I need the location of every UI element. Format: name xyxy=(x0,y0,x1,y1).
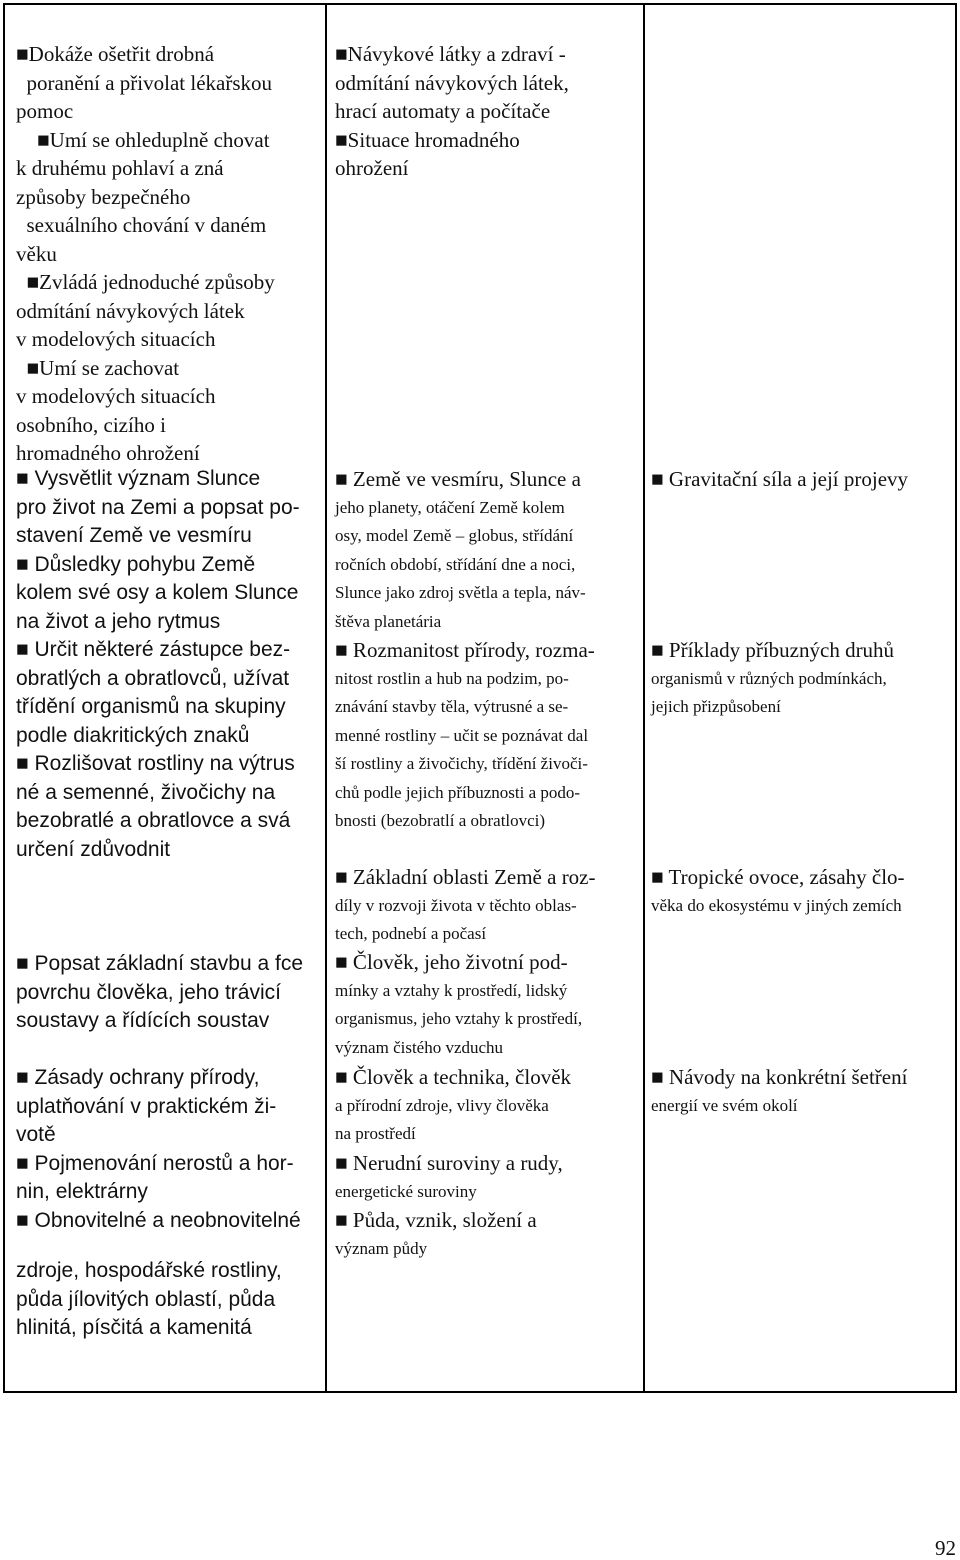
text-line: ■ Obnovitelné a neobnovitelné xyxy=(16,1208,301,1232)
text-line: mínky a vztahy k prostředí, lidský xyxy=(335,980,568,1000)
col2-block-3 xyxy=(335,863,596,949)
text-line: jeho planety, otáčení Země kolem xyxy=(335,497,565,517)
text-line: ■Situace hromadného xyxy=(335,127,520,152)
text-line: nitost rostlin a hub na podzim, po- xyxy=(335,668,569,688)
block-heading: ■ Tropické ovoce, zásahy člo- xyxy=(651,865,905,889)
text-line: na prostředí xyxy=(335,1124,416,1143)
block-heading: ■ Příklady příbuzných druhů xyxy=(651,638,895,662)
text-line: určení zdůvodnit xyxy=(16,837,171,861)
text-line: ■Návykové látky a zdraví - xyxy=(335,42,566,66)
block-heading: ■ Člověk a technika, člověk xyxy=(335,1065,572,1089)
text-line: jejich přizpůsobení xyxy=(651,697,781,716)
col1-block-1 xyxy=(16,465,300,864)
col2-block-5 xyxy=(335,1063,571,1149)
text-line: povrchu člověka, jeho trávicí xyxy=(16,980,281,1004)
text-line: organismů v různých podmínkách, xyxy=(651,668,887,688)
text-line: odmítání návykových látek, xyxy=(335,70,569,95)
col1-block-2 xyxy=(16,950,303,1036)
text-line: ■ Důsledky pohybu Země xyxy=(16,552,256,576)
text-line: ■ Určit některé zástupce bez- xyxy=(16,638,291,661)
text-line: způsoby bezpečného xyxy=(16,184,191,209)
curriculum-table xyxy=(3,3,957,1393)
text-line: pro život na Zemi a popsat po- xyxy=(16,495,300,519)
text-line: podle diakritických znaků xyxy=(16,723,250,747)
text-line: věku xyxy=(16,241,57,266)
text-line: votě xyxy=(16,1123,56,1146)
text-line: né a semenné, živočichy na xyxy=(16,780,276,804)
text-line: hrací automaty a počítače xyxy=(335,99,551,123)
column-crosscurricular xyxy=(643,5,959,1391)
text-line: v modelových situacích xyxy=(16,384,216,408)
col3-block-1 xyxy=(651,636,894,722)
text-line: Slunce jako zdroj světla a tepla, náv- xyxy=(335,583,586,602)
block-heading: ■ Základní oblasti Země a roz- xyxy=(335,865,596,889)
text-line: význam čistého vzduchu xyxy=(335,1037,504,1057)
text-line: díly v rozvoji života v těchto oblas- xyxy=(335,895,577,915)
text-line: bnosti (bezobratlí a obratlovci) xyxy=(335,811,546,830)
text-line: ročních období, střídání dne a noci, xyxy=(335,554,576,574)
text-line: třídění organismů na skupiny xyxy=(16,695,286,718)
text-line: chů podle jejich příbuznosti a podo- xyxy=(335,782,581,802)
text-line: soustavy a řídících soustav xyxy=(16,1009,270,1032)
col2-block-4 xyxy=(335,948,582,1062)
col1-block-4 xyxy=(16,1257,282,1343)
text-line: ■ Vysvětlit význam Slunce xyxy=(16,467,261,490)
page-number: 92 xyxy=(935,1536,956,1560)
text-line: štěva planetária xyxy=(335,611,442,631)
text-line: hlinitá, písčitá a kamenitá xyxy=(16,1316,252,1339)
text-line: bezobratlé a obratlovce a svá xyxy=(16,809,291,832)
text-line: uplatňování v praktickém ži- xyxy=(16,1094,277,1118)
text-line: ■ Popsat základní stavbu a fce xyxy=(16,952,304,975)
text-line: kolem své osy a kolem Slunce xyxy=(16,581,299,604)
text-line: ší rostliny a živočichy, třídění živoči- xyxy=(335,754,588,773)
text-line: osy, model Země – globus, střídání xyxy=(335,526,574,545)
text-line: sexuálního chování v daném xyxy=(16,213,267,237)
col3-block-0 xyxy=(651,465,908,494)
text-line: ■ Pojmenování nerostů a hor- xyxy=(16,1151,294,1175)
text-line: obratlých a obratlovců, užívat xyxy=(16,666,290,690)
column-outcomes xyxy=(5,5,325,1391)
text-line: organismus, jeho vztahy k prostředí, xyxy=(335,1009,583,1028)
text-line: ■Umí se ohleduplně chovat xyxy=(16,127,270,152)
col1-block-3 xyxy=(16,1064,301,1235)
text-line: stavení Země ve vesmíru xyxy=(16,524,252,547)
text-line: věka do ekosystému v jiných zemích xyxy=(651,895,902,915)
text-line: energií ve svém okolí xyxy=(651,1095,798,1115)
text-line: ■ Zásady ochrany přírody, xyxy=(16,1066,260,1089)
text-line: tech, podnebí a počasí xyxy=(335,924,487,943)
text-line: ■Dokáže ošetřit drobná xyxy=(16,42,215,66)
text-line: ■Zvládá jednoduché způsoby xyxy=(16,270,275,294)
text-line: na život a jeho rytmus xyxy=(16,609,221,633)
column-topics xyxy=(325,5,645,1391)
block-heading: ■ Člověk, jeho životní pod- xyxy=(335,950,568,974)
block-heading: ■ Země ve vesmíru, Slunce a xyxy=(335,467,581,491)
col3-block-3 xyxy=(651,1063,907,1120)
col3-block-2 xyxy=(651,863,905,920)
block-heading: ■ Rozmanitost přírody, rozma- xyxy=(335,638,595,662)
block-heading: ■ Nerudní suroviny a rudy, xyxy=(335,1151,563,1175)
col2-block-1 xyxy=(335,465,586,636)
text-line: odmítání návykových látek xyxy=(16,298,245,323)
block-heading: ■ Gravitační síla a její projevy xyxy=(651,467,909,491)
text-line: význam půdy xyxy=(335,1238,428,1258)
text-line: k druhému pohlaví a zná xyxy=(16,156,224,180)
text-line: znávání stavby těla, výtrusné a se- xyxy=(335,697,569,716)
col1-block-0 xyxy=(16,40,275,468)
col2-block-2 xyxy=(335,636,595,836)
col2-block-0 xyxy=(335,40,569,183)
text-line: nin, elektrárny xyxy=(16,1180,148,1203)
text-line: pomoc xyxy=(16,99,74,123)
block-heading: ■ Návody na konkrétní šetření xyxy=(651,1065,908,1089)
col2-block-7 xyxy=(335,1206,537,1263)
text-line: zdroje, hospodářské rostliny, xyxy=(16,1259,282,1282)
block-heading: ■ Půda, vznik, složení a xyxy=(335,1208,537,1232)
text-line: energetické suroviny xyxy=(335,1181,477,1201)
text-line: a přírodní zdroje, vlivy člověka xyxy=(335,1095,549,1115)
col2-block-6 xyxy=(335,1149,563,1206)
text-line: hromadného ohrožení xyxy=(16,441,200,465)
text-line: ohrožení xyxy=(335,156,409,180)
text-line: osobního, cizího i xyxy=(16,412,166,437)
text-line: v modelových situacích xyxy=(16,327,216,351)
text-line: ■ Rozlišovat rostliny na výtrus xyxy=(16,752,295,775)
text-line: ■Umí se zachovat xyxy=(16,355,180,380)
text-line: menné rostliny – učit se poznávat dal xyxy=(335,725,589,745)
text-line: poranění a přivolat lékařskou xyxy=(16,70,272,95)
text-line: půda jílovitých oblastí, půda xyxy=(16,1287,276,1311)
